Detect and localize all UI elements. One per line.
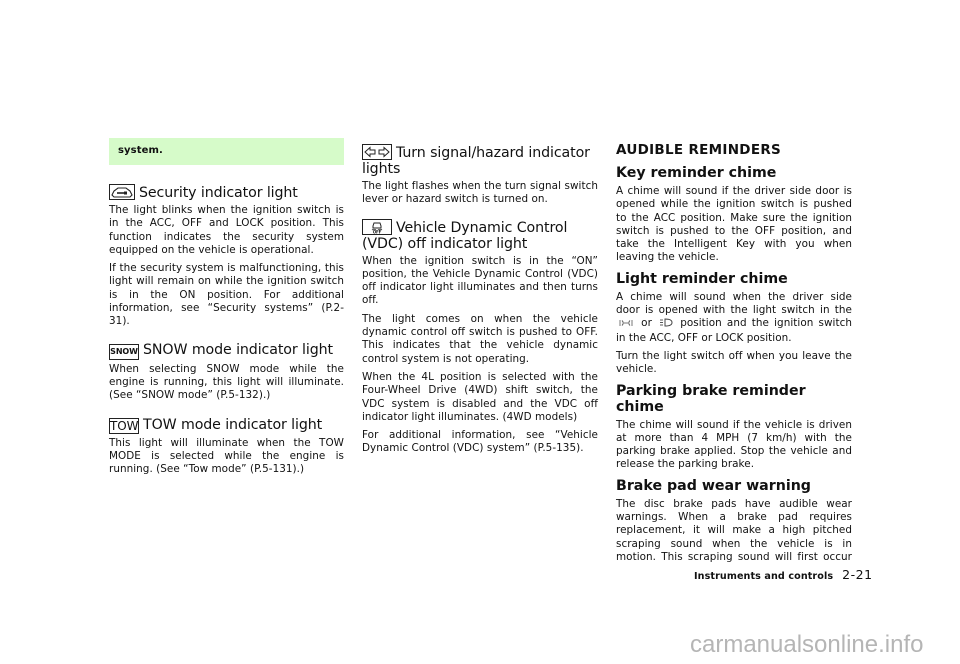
vdc-off-icon: [362, 219, 392, 235]
column-left: [109, 138, 344, 481]
paragraph: The light blinks when the ignition switch is in the ACC, OFF and LOCK position. This function indicates the security system equipped on the vehicle is operational.: [109, 204, 344, 256]
heading-security-indicator: [109, 184, 344, 201]
paragraph: A chime will sound if the driver side door is opened while the ignition switch is pushed to the ACC position. Make sure the ignition switch is pushed to the OFF position, and take the Intelligent Key with you when leaving the vehicle.: [616, 185, 852, 264]
callout-text: system.: [118, 145, 163, 156]
heading-light-reminder: Light reminder chime: [616, 270, 788, 287]
headlight-icon: [659, 318, 673, 331]
heading-snow-indicator: [109, 342, 344, 360]
heading-vdc-off: [362, 219, 598, 252]
car-key-security-icon: [109, 184, 135, 200]
column-middle: [362, 144, 598, 461]
section-title: AUDIBLE REMINDERS: [616, 142, 782, 158]
turn-signal-arrows-icon: [362, 144, 392, 160]
heading-tow-indicator: [109, 417, 344, 434]
callout-box: [109, 138, 344, 165]
parking-lights-icon: [618, 318, 634, 331]
paragraph: This light will illuminate when the TOW MODE is selected while the engine is running. (See “Tow mode” (P.5-131).): [109, 436, 344, 476]
paragraph: The light comes on when the vehicle dynamic control off switch is pushed to OFF. This indicates that the vehicle dynamic control system is not operating.: [362, 312, 598, 365]
heading-text: Vehicle Dynamic Control (VDC) off indicator light: [362, 219, 568, 252]
footer-section-title: Instruments and controls: [694, 571, 834, 582]
paragraph: Turn the light switch off when you leave the vehicle.: [616, 349, 852, 376]
paragraph: The light flashes when the turn signal switch lever or hazard switch is turned on.: [362, 180, 598, 206]
paragraph: For additional information, see “Vehicle Dynamic Control (VDC) system” (P.5-135).: [362, 429, 598, 455]
snow-mode-icon: SNOW: [109, 344, 139, 360]
paragraph: When the ignition switch is in the “ON” position, the Vehicle Dynamic Control (VDC) off indicator light illuminates and then turns off.: [362, 254, 598, 307]
heading-text: SNOW mode indicator light: [143, 341, 333, 358]
paragraph: The disc brake pads have audible wear warnings. When a brake pad requires replacement, it will make a high pitched scraping sound when the vehicle is in motion. This scraping sound will first occur: [616, 497, 852, 563]
heading-text: TOW mode indicator light: [143, 416, 323, 433]
heading-brake-pad-wear: Brake pad wear warning: [616, 477, 811, 494]
tow-mode-icon: TOW: [110, 418, 139, 433]
paragraph: When the 4L position is selected with the Four-Wheel Drive (4WD) shift switch, the VDC system is disabled and the VDC off indicator light illuminates. (4WD models): [362, 370, 598, 423]
heading-key-reminder: Key reminder chime: [616, 165, 777, 181]
paragraph-light-reminder: A chime will sound when the driver side door is opened with the light switch in the or position and the ignition switch in the ACC, OFF or LOCK position.: [616, 290, 852, 344]
heading-turn-signal: [362, 144, 598, 177]
paragraph: The chime will sound if the vehicle is driven at more than 4 MPH (7 km/h) with the parking brake applied. Stop the vehicle and release the parking brake.: [616, 418, 852, 471]
paragraph: When selecting SNOW mode while the engine is running, this light will illuminate. (See “SNOW mode” (P.5-132).): [109, 362, 344, 402]
page-number: 2-21: [842, 567, 873, 582]
heading-text: Security indicator light: [139, 185, 298, 201]
column-right: [616, 144, 852, 569]
heading-text: Turn signal/hazard indicator lights: [362, 145, 590, 177]
watermark-text: carmanualsonline.info: [690, 631, 924, 658]
page-footer: [694, 564, 873, 583]
paragraph: If the security system is malfunctioning, this light will remain on while the ignition switch is in the ON position. For additional information, see “Security systems” (P.2-31).: [109, 262, 344, 328]
svg-text:OFF: OFF: [372, 229, 382, 234]
heading-parking-brake-reminder: Parking brake reminder chime: [616, 382, 806, 415]
